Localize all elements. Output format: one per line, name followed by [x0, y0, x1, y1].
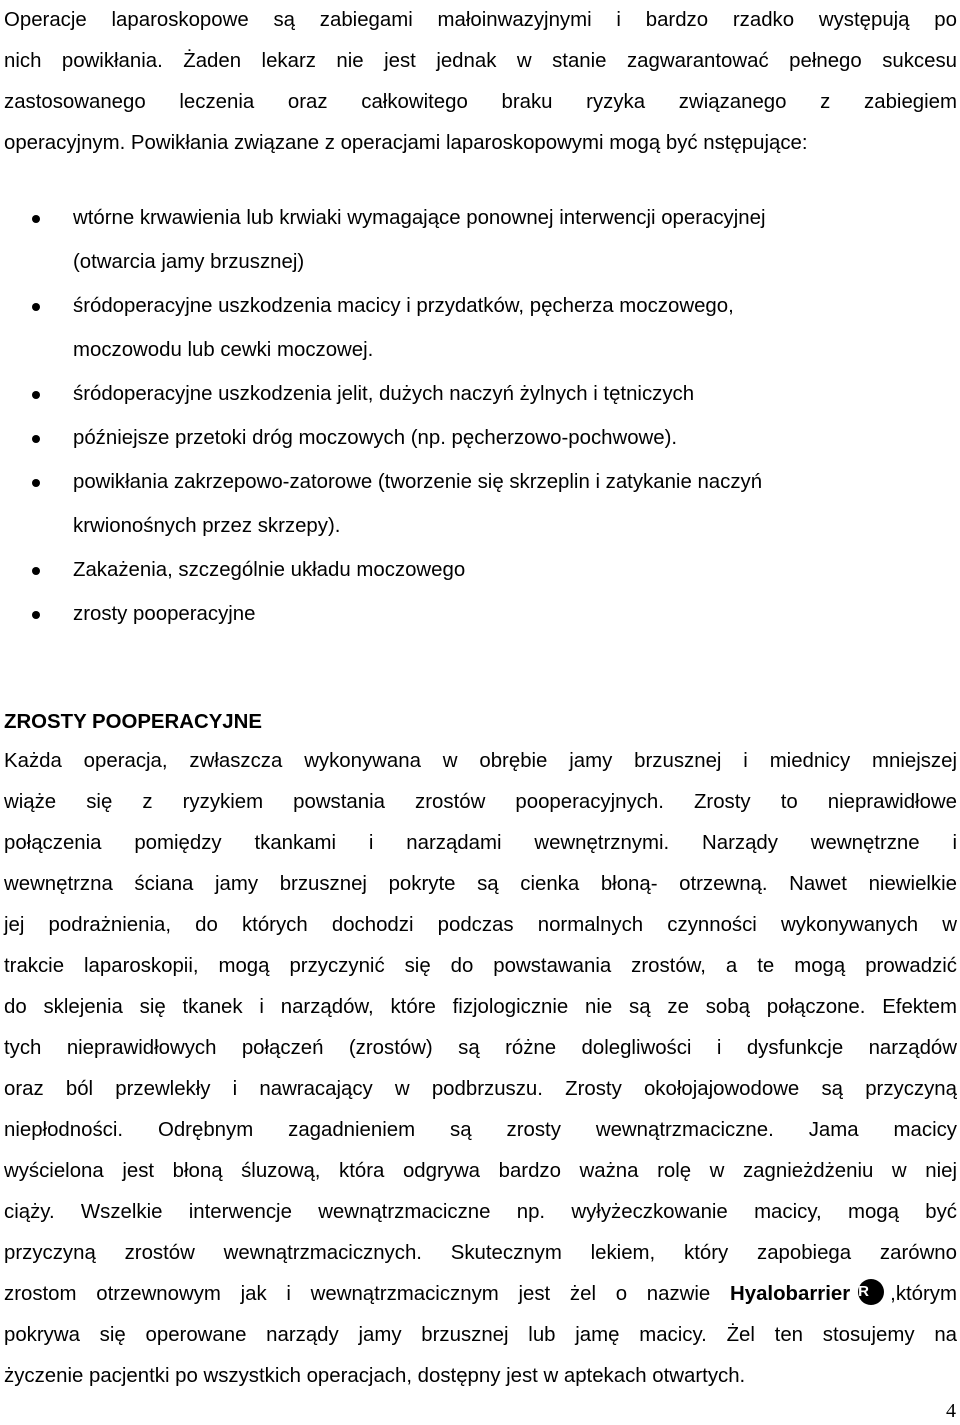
page-number: 4 — [946, 1400, 956, 1422]
body-line: życzenie pacjentki po wszystkich operacjach, dostępny jest w aptekach otwartych. — [4, 1365, 746, 1387]
list-item-text-continued: krwionośnych przez skrzepy). — [73, 515, 341, 537]
intro-line: operacyjnym. Powikłania związane z operacjami laparoskopowymi mogą być nstępujące: — [4, 132, 808, 154]
bullet-icon — [32, 567, 40, 575]
list-item-text: późniejsze przetoki dróg moczowych (np. pęcherzowo-pochwowe). — [73, 427, 678, 449]
product-line-after: ,którym — [890, 1283, 957, 1305]
bullet-icon — [32, 611, 40, 619]
body-line: połączenia pomiędzy tkankami i narządami wewnętrznymi. Narządy wewnętrzne i — [4, 832, 957, 854]
body-line: oraz ból przewlekły i nawracający w podbrzuszu. Zrosty okołojajowodowe są przyczyną — [4, 1078, 957, 1100]
body-line: wiąże się z ryzykiem powstania zrostów pooperacyjnych. Zrosty to nieprawidłowe — [4, 791, 957, 813]
body-line: ciąży. Wszelkie interwencje wewnątrzmaciczne np. wyłyżeczkowanie macicy, mogą być — [4, 1201, 957, 1223]
body-line: niepłodności. Odrębnym zagadnieniem są zrosty wewnątrzmaciczne. Jama macicy — [4, 1119, 957, 1141]
bullet-icon — [32, 215, 40, 223]
intro-line: nich powikłania. Żaden lekarz nie jest jednak w stanie zagwarantować pełnego sukcesu — [4, 50, 957, 72]
bullet-icon — [32, 303, 40, 311]
complications-list — [0, 196, 960, 636]
body-line: trakcie laparoskopii, mogą przyczynić się do powstawania zrostów, a te mogą prowadzić — [4, 955, 957, 977]
bullet-icon — [32, 435, 40, 443]
body-line: wewnętrzna ściana jamy brzusznej pokryte są cienka błoną- otrzewną. Nawet niewielkie — [4, 873, 957, 895]
adhesions-paragraph — [4, 741, 957, 1397]
intro-line: Operacje laparoskopowe są zabiegami małoinwazyjnymi i bardzo rzadko występują po — [4, 9, 957, 31]
list-item-text-continued: (otwarcia jamy brzusznej) — [73, 251, 305, 273]
body-line: pokrywa się operowane narządy jamy brzusznej lub jamę macicy. Żel ten stosujemy na — [4, 1324, 957, 1346]
bullet-icon — [32, 479, 40, 487]
registered-mark-icon: R — [858, 1279, 884, 1305]
list-item-text: Zakażenia, szczególnie układu moczowego — [73, 559, 466, 581]
body-line: jej podrażnienia, do których dochodzi podczas normalnych czynności wykonywanych w — [4, 914, 957, 936]
body-line: przyczyną zrostów wewnątrzmacicznych. Skutecznym lekiem, który zapobiega zarówno — [4, 1242, 957, 1264]
body-line: do sklejenia się tkanek i narządów, które fizjologicznie nie są ze sobą połączone. Efektem — [4, 996, 957, 1018]
body-line: wyścielona jest błoną śluzową, która odgrywa bardzo ważna rolę w zagnieżdżeniu w niej — [4, 1160, 957, 1182]
intro-line: zastosowanego leczenia oraz całkowitego braku ryzyka związanego z zabiegiem — [4, 91, 957, 113]
list-item-text: zrosty pooperacyjne — [73, 603, 256, 625]
list-item-text-continued: moczowodu lub cewki moczowej. — [73, 339, 374, 361]
list-item — [0, 416, 960, 460]
bullet-icon — [32, 391, 40, 399]
intro-paragraph — [4, 0, 957, 164]
list-item — [0, 460, 960, 548]
list-item-text: śródoperacyjne uszkodzenia macicy i przydatków, pęcherza moczowego, — [73, 295, 734, 317]
product-name: Hyalobarrier — [730, 1283, 851, 1305]
list-item-text: śródoperacyjne uszkodzenia jelit, dużych naczyń żylnych i tętniczych — [73, 383, 695, 405]
list-item-text: powikłania zakrzepowo-zatorowe (tworzenie się skrzeplin i zatykanie naczyń — [73, 471, 763, 493]
body-line: Każda operacja, zwłaszcza wykonywana w obrębie jamy brzusznej i miednicy mniejszej — [4, 750, 957, 772]
section-heading: ZROSTY POOPERACYJNE — [4, 711, 262, 733]
list-item-text: wtórne krwawienia lub krwiaki wymagające ponownej interwencji operacyjnej — [73, 207, 766, 229]
list-item — [0, 592, 960, 636]
product-line — [4, 1274, 957, 1315]
list-item — [0, 548, 960, 592]
list-item — [0, 196, 960, 284]
body-line: tych nieprawidłowych połączeń (zrostów) są różne dolegliwości i dysfunkcje narządów — [4, 1037, 957, 1059]
list-item — [0, 372, 960, 416]
list-item — [0, 284, 960, 372]
product-line-before: zrostom otrzewnowym jak i wewnątrzmacicznym jest żel o nazwie — [4, 1283, 711, 1305]
